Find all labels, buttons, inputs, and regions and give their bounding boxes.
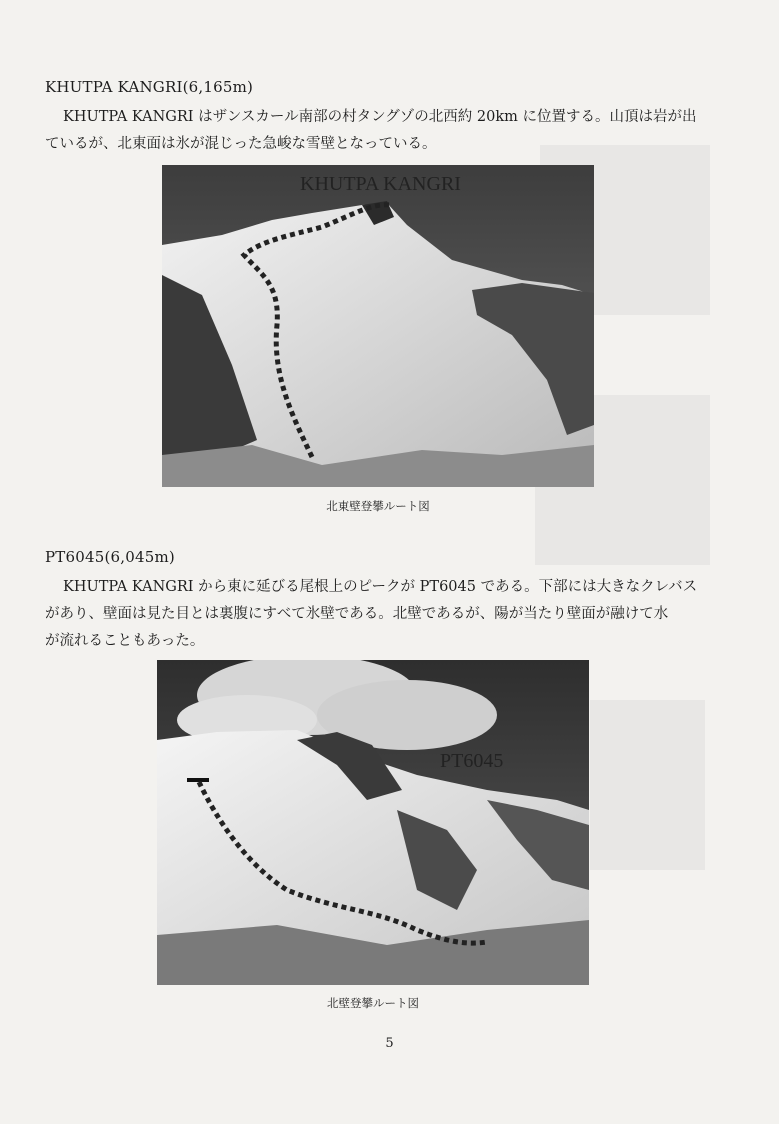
paragraph-line: ているが、北東面は氷が混じった急峻な雪壁となっている。	[45, 136, 437, 152]
page-number: 5	[385, 1036, 394, 1051]
photo-label-khutpa-kangri: KHUTPA KANGRI	[300, 173, 461, 195]
section-heading-pt6045: PT6045(6,045m)	[45, 548, 175, 566]
paragraph-line: KHUTPA KANGRI から東に延びる尾根上のピークが PT6045 である。下部には大きなクレバス	[63, 579, 698, 595]
mountain-photo-illustration	[162, 165, 594, 487]
paragraph-line: が流れることもあった。	[45, 633, 205, 649]
photo-caption-north-route: 北壁登攀ルート図	[327, 996, 419, 1010]
photo-label-pt6045: PT6045	[440, 750, 504, 772]
paragraph-line: KHUTPA KANGRI はザンスカール南部の村タングゾの北西約 20km に位置する。山頂は岩が出	[63, 109, 697, 125]
mountain-photo-illustration	[157, 660, 589, 985]
section-paragraph-khutpa-kangri	[45, 104, 735, 158]
section-paragraph-pt6045	[45, 574, 735, 655]
paragraph-line: があり、壁面は見た目とは裏腹にすべて氷壁である。北壁であるが、陽が当たり壁面が融けて水	[45, 606, 669, 622]
pt6045-photo	[157, 660, 589, 985]
khutpa-kangri-photo	[162, 165, 594, 487]
show-through-block	[590, 700, 705, 870]
photo-caption-northeast-route: 北東壁登攀ルート図	[326, 499, 430, 513]
section-heading-khutpa-kangri: KHUTPA KANGRI(6,165m)	[45, 78, 254, 96]
